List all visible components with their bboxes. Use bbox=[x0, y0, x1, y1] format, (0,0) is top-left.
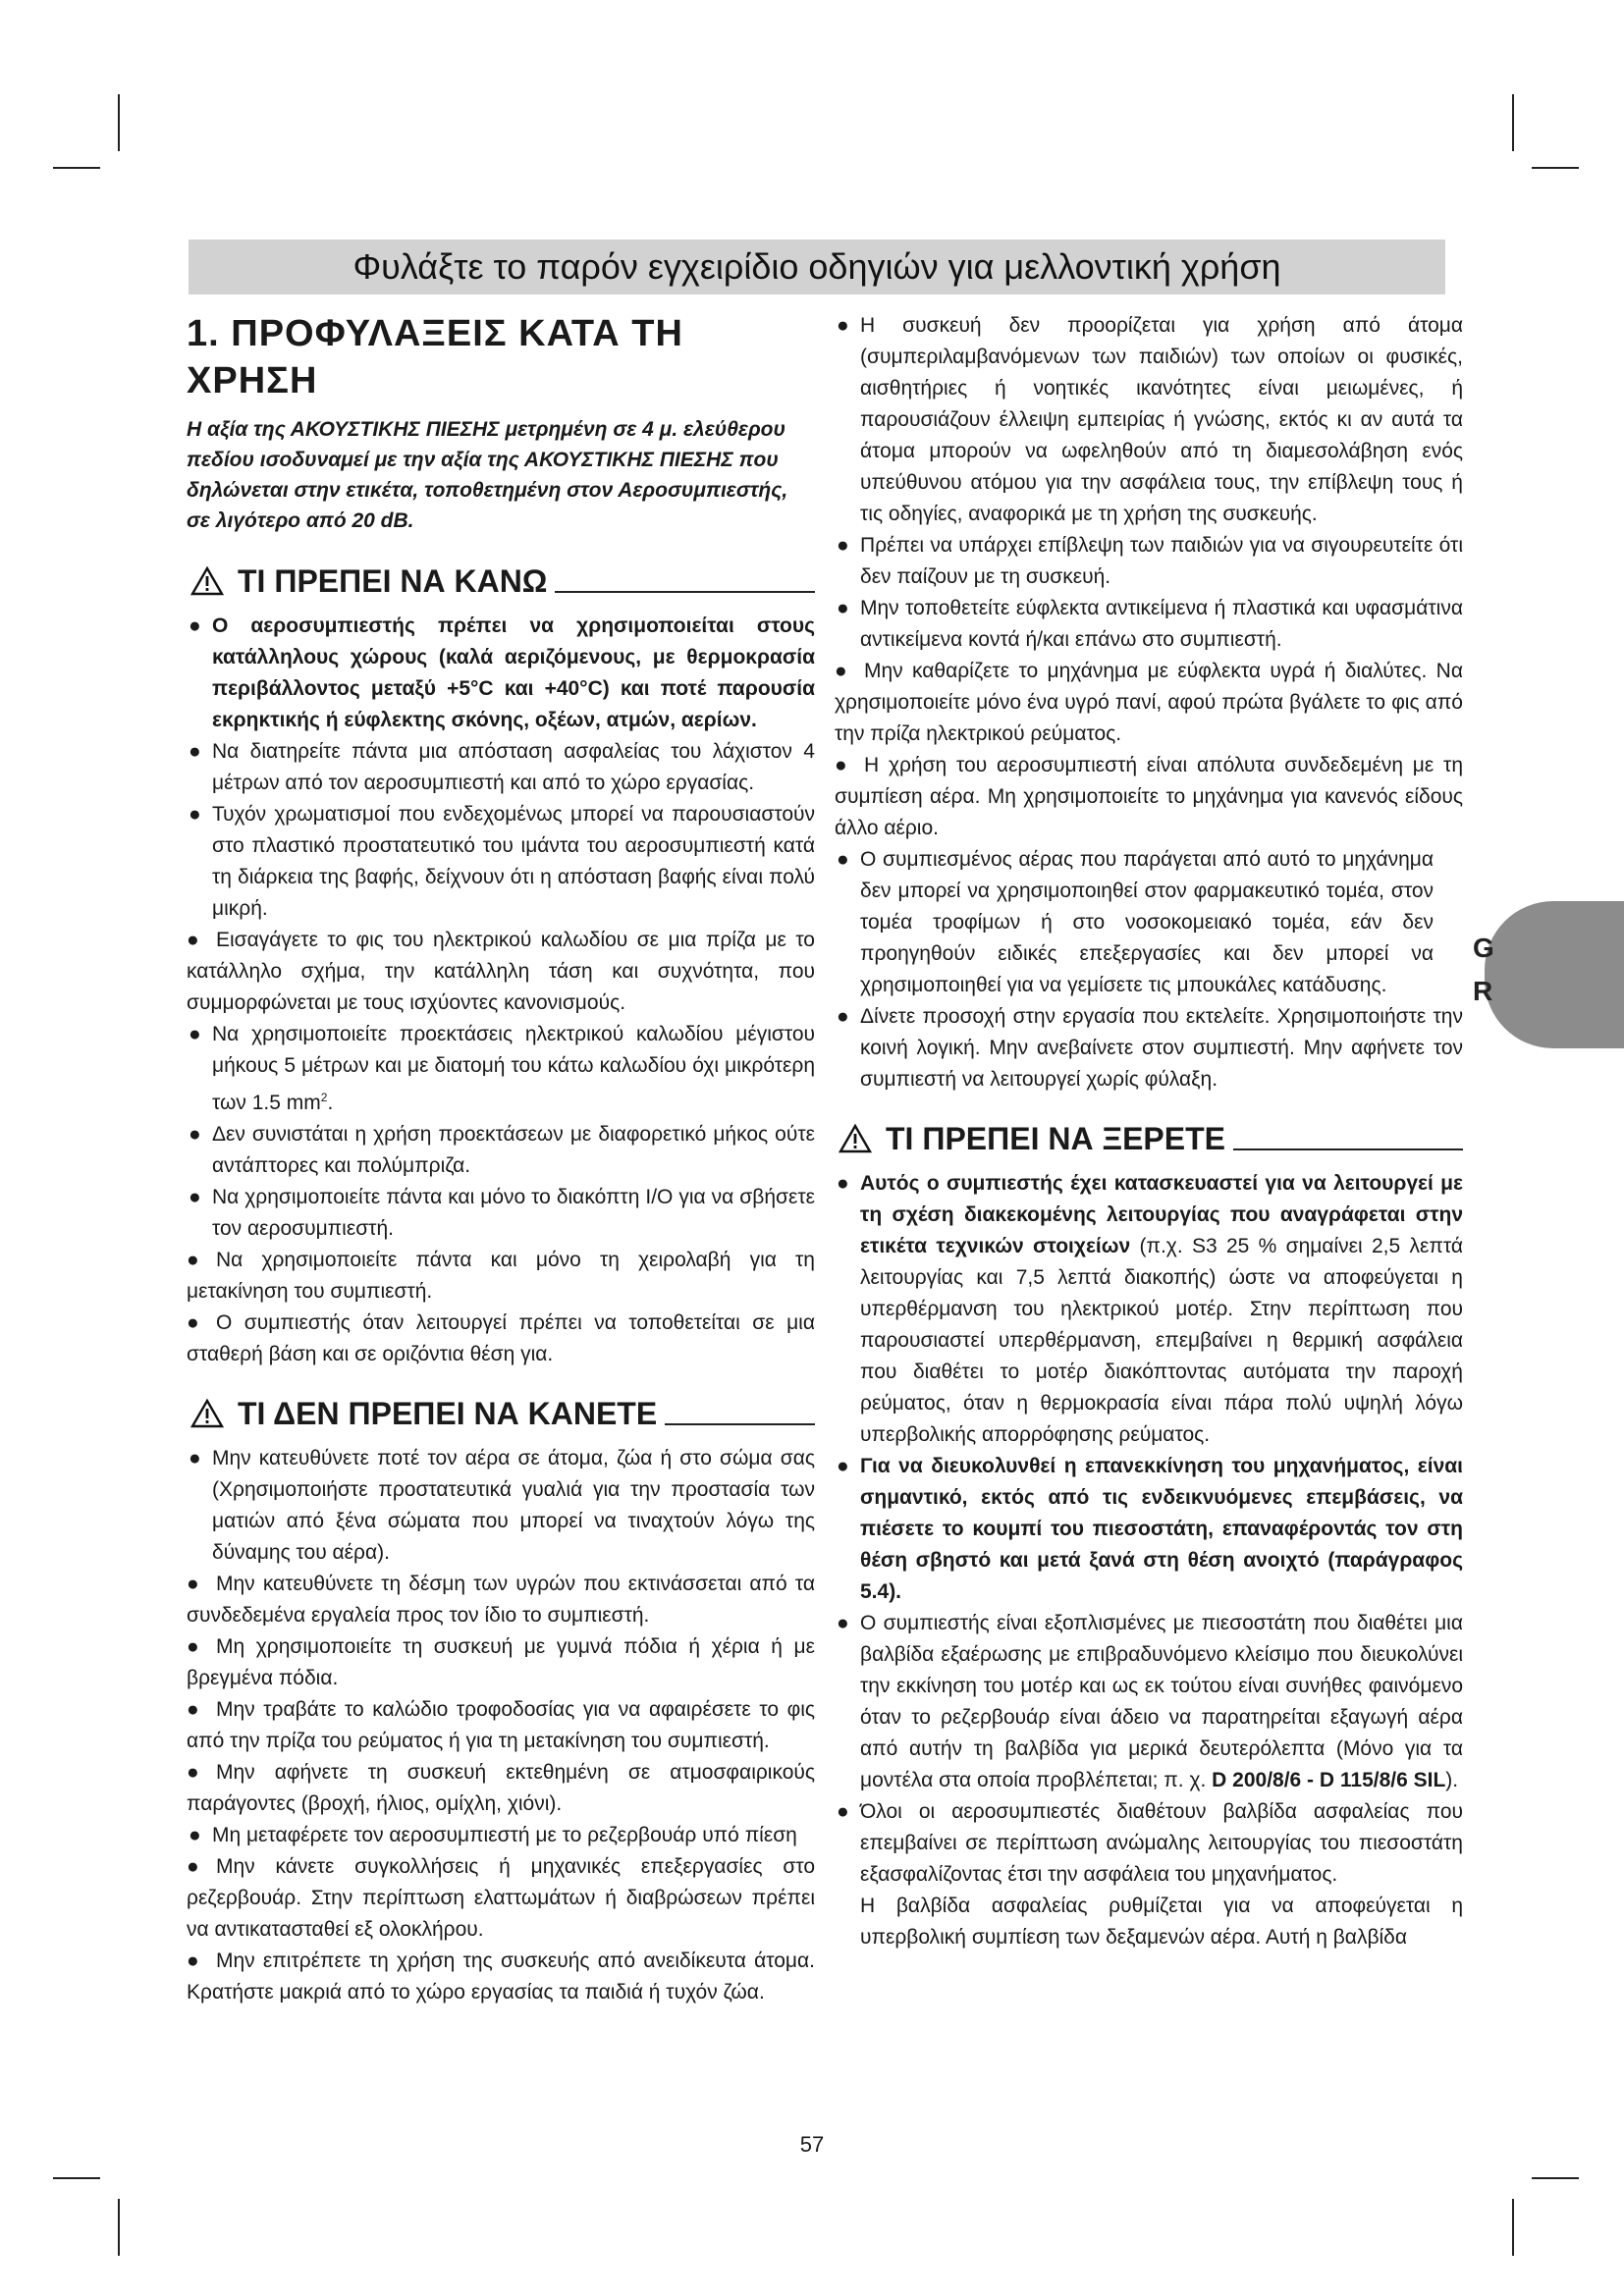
list-item: ● Ο συμπιεστής είναι εξοπλισμένες με πιεσοστάτη που διαθέτει μια βαλβίδα εξαέρωσης με επιβραδυνόμενο κλείσιμο που διευκολύνει την εκκίνηση του μοτέρ και ως εκ τούτου είναι συνήθες φαινόμενο όταν το ρεζερβουάρ είναι άδειο να παρατηρείται εξαγωγή αέρα από αυτήν τη βαλβίδα για μερικά δευτερόλεπτα (Μόνο για τα μοντέλα στα οποία προβλέπεται; π. χ. D 200/8/6 - D 115/8/6 SIL). bbox=[837, 1612, 1463, 1791]
list-item: ● Δεν συνιστάται η χρήση προεκτάσεων με διαφορετικό μήκος ούτε αντάπτορες και πολύμπριζα. bbox=[189, 1123, 815, 1177]
crop-mark bbox=[53, 2177, 100, 2179]
do-list bbox=[187, 611, 815, 1370]
section-know-header bbox=[835, 1117, 1463, 1160]
warning-triangle-icon bbox=[839, 1124, 872, 1153]
list-item: ● Μη μεταφέρετε τον αεροσυμπιεστή με το ρεζερβουάρ υπό πίεση bbox=[189, 1824, 797, 1846]
know-list bbox=[835, 1168, 1463, 1953]
list-item: ● Τυχόν χρωματισμοί που ενδεχομένως μπορεί να παρουσιαστούν στο πλαστικό προστατευτικό του ιμάντα του αεροσυμπιεστή κατά τη διάρκεια της βαφής, δείχνουν ότι η απόσταση βαφής είναι πολύ μικρή. bbox=[189, 803, 815, 920]
intro-paragraph: Η αξία της ΑΚΟΥΣΤΙΚΗΣ ΠΙΕΣΗΣ μετρημένη σε 4 μ. ελεύθερου πεδίου ισοδυναμεί με την αξία της ΑΚΟΥΣΤΙΚΗΣ ΠΙΕΣΗΣ που δηλώνεται στην ετικέτα, τοποθετημένη στον Αεροσυμπιεστής, σε λιγότερο από 20 dB. bbox=[187, 418, 788, 532]
crop-mark bbox=[1512, 94, 1514, 151]
list-item: ● Πρέπει να υπάρχει επίβλεψη των παιδιών για να σιγουρευτείτε ότι δεν παίζουν με τη συσκευή. bbox=[837, 534, 1463, 588]
language-tab-letter: G bbox=[1473, 933, 1494, 963]
section-rule bbox=[665, 1423, 815, 1425]
section-know-title: ΤΙ ΠΡΕΠΕΙ ΝΑ ΞΕΡΕΤΕ bbox=[886, 1121, 1225, 1156]
list-item: ● Όλοι οι αεροσυμπιεστές διαθέτουν βαλβίδα ασφαλείας που επεμβαίνει σε περίπτωση ανώμαλης λειτουργίας του πιεσοστάτη εξασφαλίζοντας έτσι την ασφάλεια του μηχανήματος. Η βαλβίδα ασφαλείας ρυθμίζεται για να αποφεύγεται η υπερβολική συμπίεση των δεξαμενών αέρα. Αυτή η βαλβίδα bbox=[837, 1800, 1463, 1949]
section-rule bbox=[555, 591, 815, 593]
crop-mark bbox=[1512, 2199, 1514, 2256]
list-item: ● Ο αεροσυμπιεστής πρέπει να χρησιμοποιείται στους κατάλληλους χώρους (καλά αεριζόμενους, με θερμοκρασία περιβάλλοντος μεταξύ +5°C και +40°C) και ποτέ παρουσία εκρηκτικής ή εύφλεκτης σκόνης, οξέων, ατμών, αερίων. bbox=[189, 614, 815, 731]
left-column bbox=[187, 310, 815, 2008]
list-item: ● Να χρησιμοποιείτε πάντα και μόνο τη χειρολαβή για τη μετακίνηση του συμπιεστή. bbox=[187, 1249, 815, 1303]
list-item: ● Μην κατευθύνετε ποτέ τον αέρα σε άτομα, ζώα ή στο σώμα σας (Χρησιμοποιήστε προστατευτικά γυαλιά για την προστασία των ματιών από ξένα σώματα που μπορεί να τιναχτούν λόγω της δύναμης του αέρα). bbox=[189, 1447, 815, 1564]
page-number: 57 bbox=[799, 2132, 825, 2157]
list-item: ● Για να διευκολυνθεί η επανεκκίνηση του μηχανήματος, είναι σημαντικό, εκτός από τις ενδεικνυόμενες επεμβάσεις, να πιέσετε το κουμπί του πιεσοστάτη, επαναφέροντάς τον στη θέση σβηστό και μετά ξανά στη θέση ανοιχτό (παράγραφος 5.4). bbox=[837, 1455, 1463, 1603]
crop-mark bbox=[1532, 2177, 1579, 2179]
section-do-header bbox=[187, 560, 815, 603]
section-rule bbox=[1233, 1148, 1463, 1150]
list-item: ● Η συσκευή δεν προορίζεται για χρήση από άτομα (συμπεριλαμβανόμενων των παιδιών) των οποίων οι φυσικές, αισθητήριες ή νοητικές ικανότητες είναι μειωμένες, ή παρουσιάζουν έλλειψη εμπειρίας ή γνώσης, εκτός κι αν αυτά τα άτομα μπορούν να ωφεληθούν από τη διαμεσολάβηση ενός υπεύθυνου ατόμου για την ασφάλεια τους, την επίβλεψη τους ή τις οδηγίες, αναφορικά με τη χρήση της συσκευής. bbox=[837, 314, 1463, 525]
warning-triangle-icon bbox=[190, 1399, 224, 1428]
right-list bbox=[835, 310, 1463, 1095]
list-item: ● Δίνετε προσοχή στην εργασία που εκτελείτε. Χρησιμοποιήστε την κοινή λογική. Μην ανεβαίνετε στον συμπιεστή. Μην αφήνετε τον συμπιεστή να λειτουργεί χωρίς φύλαξη. bbox=[837, 1005, 1463, 1091]
list-item: ● Μην τραβάτε το καλώδιο τροφοδοσίας για να αφαιρέσετε το φις από την πρίζα του ρεύματος ή για τη μετακίνηση του συμπιεστή. bbox=[187, 1698, 815, 1752]
list-item: ● Μην κατευθύνετε τη δέσμη των υγρών που εκτινάσσεται από τα συνδεδεμένα εργαλεία προς τον ίδιο το συμπιεστή. bbox=[187, 1573, 815, 1627]
language-tab bbox=[1485, 901, 1624, 1048]
list-item: ● Να χρησιμοποιείτε πάντα και μόνο το διακόπτη I/O για να σβήσετε τον αεροσυμπιεστή. bbox=[189, 1186, 815, 1240]
list-item: ● Η χρήση του αεροσυμπιεστή είναι απόλυτα συνδεδεμένη με τη συμπίεση αέρα. Μη χρησιμοποιείτε το μηχάνημα για κανενός είδους άλλο αέριο. bbox=[835, 754, 1463, 839]
language-tab-letter: R bbox=[1473, 976, 1493, 1006]
list-item: ● Μην αφήνετε τη συσκευή εκτεθημένη σε ατμοσφαιρικούς παράγοντες (βροχή, ήλιος, ομίχλη, χιόνι). bbox=[187, 1761, 815, 1815]
warning-triangle-icon bbox=[190, 566, 224, 596]
header-banner: Φυλάξτε το παρόν εγχειρίδιο οδηγιών για μελλοντική χρήση bbox=[189, 240, 1445, 294]
list-item: ● Ο συμπιεσμένος αέρας που παράγεται από αυτό το μηχάνημα δεν μπορεί να χρησιμοποιηθεί στον φαρμακευτικό τομέα, στον τομέα τροφίμων ή στο νοσοκομειακό τομέα, εάν δεν προηγηθούν ειδικές επεξεργασίες και δεν μπορεί να χρησιμοποιηθεί για να γεμίσετε τις μπουκάλες κατάδυσης. bbox=[837, 848, 1434, 996]
section-dont-title: ΤΙ ΔΕΝ ΠΡΕΠΕΙ ΝΑ ΚΑΝΕΤΕ bbox=[238, 1396, 658, 1431]
list-item: ● Να διατηρείτε πάντα μια απόσταση ασφαλείας του λάχιστον 4 μέτρων από τον αεροσυμπιεστή και από το χώρο εργασίας. bbox=[189, 740, 815, 794]
list-item: ● Μην τοποθετείτε εύφλεκτα αντικείμενα ή πλαστικά και υφασμάτινα αντικείμενα κοντά ή/και επάνω στο συμπιεστή. bbox=[837, 597, 1463, 651]
list-item: ● Ο συμπιεστής όταν λειτουργεί πρέπει να τοποθετείται σε μια σταθερή βάση και σε οριζόντια θέση για. bbox=[187, 1311, 815, 1365]
list-item: ● Μην καθαρίζετε το μηχάνημα με εύφλεκτα υγρά ή διαλύτες. Να χρησιμοποιείτε μόνο ένα υγρό πανί, αφού πρώτα βγάλετε το φις από την πρίζα ηλεκτρικού ρεύματος. bbox=[835, 660, 1463, 745]
right-column bbox=[835, 310, 1463, 1953]
list-item: ● Μη χρησιμοποιείτε τη συσκευή με γυμνά πόδια ή χέρια ή με βρεγμένα πόδια. bbox=[187, 1635, 815, 1689]
list-item: ● Μην επιτρέπετε τη χρήση της συσκευής από ανειδίκευτα άτομα. Κρατήστε μακριά από το χώρο εργασίας τα παιδιά ή τυχόν ζώα. bbox=[187, 1949, 815, 2003]
section-dont-header bbox=[187, 1392, 815, 1435]
crop-mark bbox=[118, 2199, 120, 2256]
dont-list bbox=[187, 1443, 815, 2008]
crop-mark bbox=[118, 94, 120, 151]
list-item: ● Να χρησιμοποιείτε προεκτάσεις ηλεκτρικού καλωδίου μέγιστου μήκους 5 μέτρων και με διατομή του κάτω καλωδίου όχι μικρότερη των 1.5 $mm^2$. bbox=[189, 1023, 815, 1114]
list-item: ● Εισαγάγετε το φις του ηλεκτρικού καλωδίου σε μια πρίζα με το κατάλληλο σχήμα, την κατάλληλη τάση και συχνότητα, που συμμορφώνεται με τους ισχύοντες κανονισμούς. bbox=[187, 929, 815, 1014]
list-item: ● Μην κάνετε συγκολλήσεις ή μηχανικές επεξεργασίες στο ρεζερβουάρ. Στην περίπτωση ελαττωμάτων ή διαβρώσεων πρέπει να αντικατασταθεί εξ ολοκλήρου. bbox=[187, 1855, 815, 1941]
crop-mark bbox=[53, 167, 100, 169]
list-item: ● Αυτός ο συμπιεστής έχει κατασκευαστεί για να λειτουργεί με τη σχέση διακεκομένης λειτουργίας που αναγράφεται στην ετικέτα τεχνικών στοιχείων (π.χ. S3 25 % σημαίνει 2,5 λεπτά λειτουργίας και 7,5 λεπτά διακοπής) ώστε να αποφεύγεται η υπερθέρμανση του ηλεκτρικού μοτέρ. Στην περίπτωση που παρουσιαστεί υπερθέρμανση, επεμβαίνει η θερμική ασφάλεια που διαθέτει το μοτέρ διακόπτοντας αυτόματα την παροχή ρεύματος, όταν η θερμοκρασία είναι πάρα πολύ υψηλή λόγω υπερβολικής απορρόφησης ρεύματος. bbox=[837, 1172, 1463, 1446]
section-heading: 1. ΠΡΟΦΥΛΑΞΕΙΣ ΚΑΤΑ ΤΗ ΧΡΗΣΗ bbox=[187, 313, 683, 401]
section-do-title: ΤΙ ΠΡΕΠΕΙ ΝΑ ΚΑΝΩ bbox=[238, 563, 548, 599]
crop-mark bbox=[1532, 167, 1579, 169]
language-tab-label bbox=[1473, 927, 1494, 1013]
